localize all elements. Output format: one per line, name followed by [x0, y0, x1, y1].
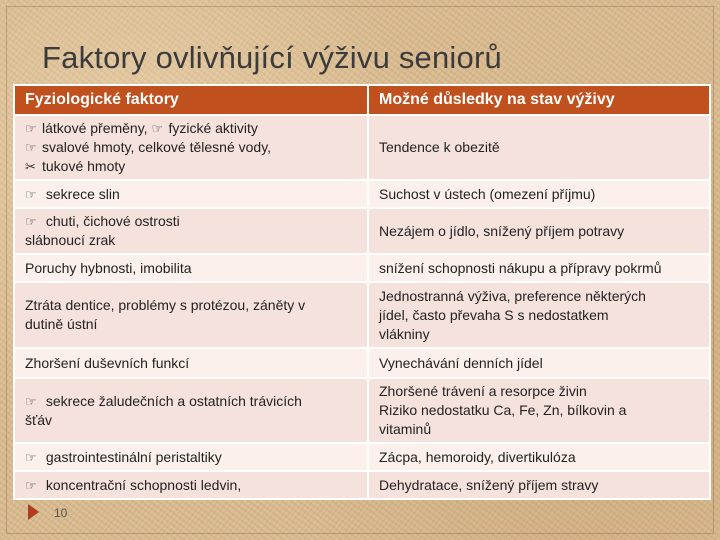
hand-pointing-icon: ☞ — [25, 214, 37, 229]
consequence-cell: Vynechávání denních jídel — [368, 348, 710, 378]
table-row — [14, 378, 710, 443]
consequence-cell: Dehydratace, snížený příjem stravy — [368, 471, 710, 499]
factor-cell: ☞ sekrece slin — [14, 180, 368, 208]
factor-cell: Zhoršení duševních funkcí — [14, 348, 368, 378]
hand-pointing-icon: ☞ — [25, 140, 37, 155]
hand-pointing-icon: ☞ — [25, 121, 37, 136]
table-row — [14, 254, 710, 282]
table-header-row — [14, 85, 710, 115]
table-row — [14, 443, 710, 471]
hand-pointing-icon: ☞ — [25, 477, 37, 493]
factor-cell: Ztráta dentice, problémy s protézou, záněty v dutině ústní — [14, 282, 368, 348]
header-possible-consequences: Možné důsledky na stav výživy — [368, 85, 710, 115]
scissors-icon: ✂ — [25, 159, 36, 174]
consequence-cell: Suchost v ústech (omezení příjmu) — [368, 180, 710, 208]
table-row — [14, 282, 710, 348]
table-row — [14, 180, 710, 208]
consequence-cell: snížení schopnosti nákupu a přípravy pokrmů — [368, 254, 710, 282]
header-physiological-factors: Fyziologické faktory — [14, 85, 368, 115]
hand-pointing-icon: ☞ — [151, 121, 164, 136]
table-row — [14, 471, 710, 499]
factor-cell: ☞ sekrece žaludečních a ostatních trávicích šťáv — [14, 378, 368, 443]
consequence-cell: Tendence k obezitě — [368, 115, 710, 180]
consequence-cell: Jednostranná výživa, preference některých jídel, často převaha S s nedostatkem vlákniny — [368, 282, 710, 348]
table-row — [14, 115, 710, 180]
factor-cell: ☞ látkové přeměny, ☞ fyzické aktivity ☞ svalové hmoty, celkové tělesné vody, ✂ tukové hmoty — [14, 115, 368, 180]
consequence-cell: Zácpa, hemoroidy, divertikulóza — [368, 443, 710, 471]
hand-pointing-icon: ☞ — [25, 186, 37, 202]
page-number: 10 — [54, 506, 68, 520]
factor-cell: Poruchy hybnosti, imobilita — [14, 254, 368, 282]
consequence-cell: Nezájem o jídlo, snížený příjem potravy — [368, 208, 710, 254]
factor-cell: ☞ chuti, čichové ostrosti slábnoucí zrak — [14, 208, 368, 254]
page-marker-triangle-icon — [28, 504, 39, 520]
hand-pointing-icon: ☞ — [25, 393, 37, 409]
table-row — [14, 208, 710, 254]
factor-cell: ☞ gastrointestinální peristaltiky — [14, 443, 368, 471]
consequence-cell: Zhoršené trávení a resorpce živin Riziko nedostatku Ca, Fe, Zn, bílkovin a vitaminů — [368, 378, 710, 443]
slide-title: Faktory ovlivňující výživu seniorů — [42, 40, 502, 75]
table-row — [14, 348, 710, 378]
hand-pointing-icon: ☞ — [25, 449, 37, 465]
factor-cell: ☞ koncentrační schopnosti ledvin, — [14, 471, 368, 499]
factors-table — [13, 84, 711, 500]
